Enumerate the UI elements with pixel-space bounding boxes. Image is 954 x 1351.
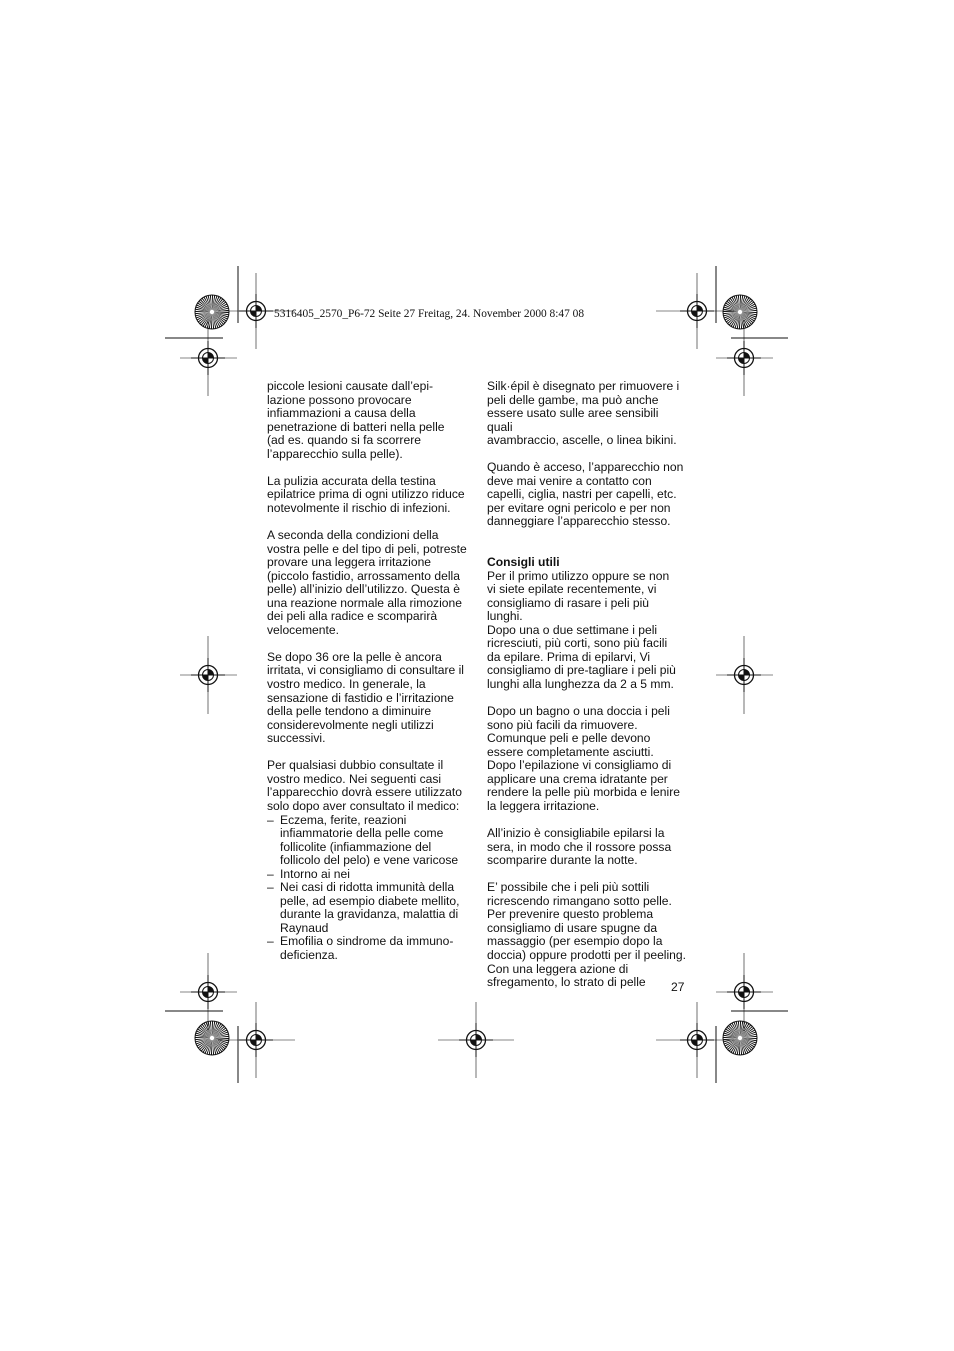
print-info-line: 5316405_2570_P6-72 Seite 27 Freitag, 24. November 2000 8:47 08 [274, 308, 585, 320]
paragraph: Silk·épil è disegnato per rimuovere i peli delle gambe, ma può anche essere usato sulle aree sensibili quali avambraccio, ascelle, o linea bikini. [487, 379, 680, 448]
list-item-text: Eczema, ferite, reazioni infiammatorie della pelle come follicolite (infiammazione del follicolo del pelo) e vene varicose [280, 812, 459, 868]
list-item [267, 935, 467, 962]
paragraph: Per il primo utilizzo oppure se non vi siete epilate recentemente, vi consigliamo di rasare i peli più lunghi. Dopo una o due settimane i peli ricresciuti, più corti, sono più facili da epilare. Prima di epilarvi, Vi consigliamo di pre-tagliare i peli più lunghi alla lunghezza da 2 a 5 mm. [487, 568, 676, 692]
paragraph: piccole lesioni causate dall’epi- lazione possono provocare infiammazioni a causa della penetrazione di batteri nella pelle (ad es. quando si fa scorrere l’apparecchio sulla pelle). [267, 379, 445, 461]
paragraph: A seconda della condizioni della vostra pelle e del tipo di peli, potreste provare una leggera irritazione (piccolo fastidio, arrossamento della pelle) all’inizio dell’utilizzo. Questa è una reazione normale alla rimozione dei peli alla radice e scomparirà velocemente. [267, 528, 467, 637]
starburst-mark [195, 1021, 229, 1055]
left-column [267, 380, 467, 963]
page-number: 27 [671, 980, 685, 994]
trim-marks [165, 266, 788, 1083]
paragraph: Per qualsiasi dubbio consultate il vostro medico. Nei seguenti casi l’apparecchio dovrà essere utilizzato solo dopo aver consultato il medico: [267, 758, 462, 813]
list-item-text: Intorno ai nei [280, 866, 350, 881]
list-item [267, 814, 467, 868]
list-item [267, 881, 467, 935]
paragraph: E’ possibile che i peli più sottili ricrescendo rimangano sotto pelle. Per prevenire questo problema consigliamo di usare spugne da massaggio (per esempio dopo la doccia) oppure prodotti per il peeling. Con una leggera azione di sfregamento, lo strato di pelle [487, 880, 686, 990]
paragraph: Dopo un bagno o una doccia i peli sono più facili da rimuovere. Comunque peli e pelle devono essere completamente asciutti. Dopo l’epilazione vi consigliamo di applicare una crema idratante per rendere la pelle più morbida e lenire la leggera irritazione. [487, 704, 680, 813]
paragraph: Se dopo 36 ore la pelle è ancora irritata, vi consigliamo di consultare il vostro medico. In generale, la sensazione di fastidio e l’irritazione della pelle tendono a diminuire considerevolmente negli utilizzi successivi. [267, 649, 464, 746]
dash-marker: – [267, 812, 274, 827]
starburst-mark [195, 295, 229, 329]
starburst-mark [723, 1021, 757, 1055]
right-column [487, 380, 687, 1003]
list-item-text: Nei casi di ridotta immunità della pelle, ad esempio diabete mellito, durante la gravidanza, malattia di Raynaud [280, 880, 460, 935]
section-heading: Consigli utili [487, 555, 560, 570]
dash-marker: – [267, 934, 274, 949]
paragraph: La pulizia accurata della testina epilatrice prima di ogni utilizzo riduce notevolmente il rischio di infezioni. [267, 473, 465, 515]
list-item-text: Emofilia o sindrome da immuno- deficienza. [280, 934, 454, 962]
paragraph: Quando è acceso, l’apparecchio non deve mai venire a contatto con capelli, ciglia, nastri per capelli, etc. per evitare ogni pericolo e per non danneggiare l’apparecchio stesso. [487, 460, 684, 529]
paragraph: All’inizio è consigliabile epilarsi la sera, in modo che il rossore possa scomparire durante la notte. [487, 826, 672, 868]
dash-marker: – [267, 880, 274, 895]
starburst-mark [723, 295, 757, 329]
list-item [267, 868, 467, 882]
contraindication-list [267, 814, 467, 963]
dash-marker: – [267, 866, 274, 881]
